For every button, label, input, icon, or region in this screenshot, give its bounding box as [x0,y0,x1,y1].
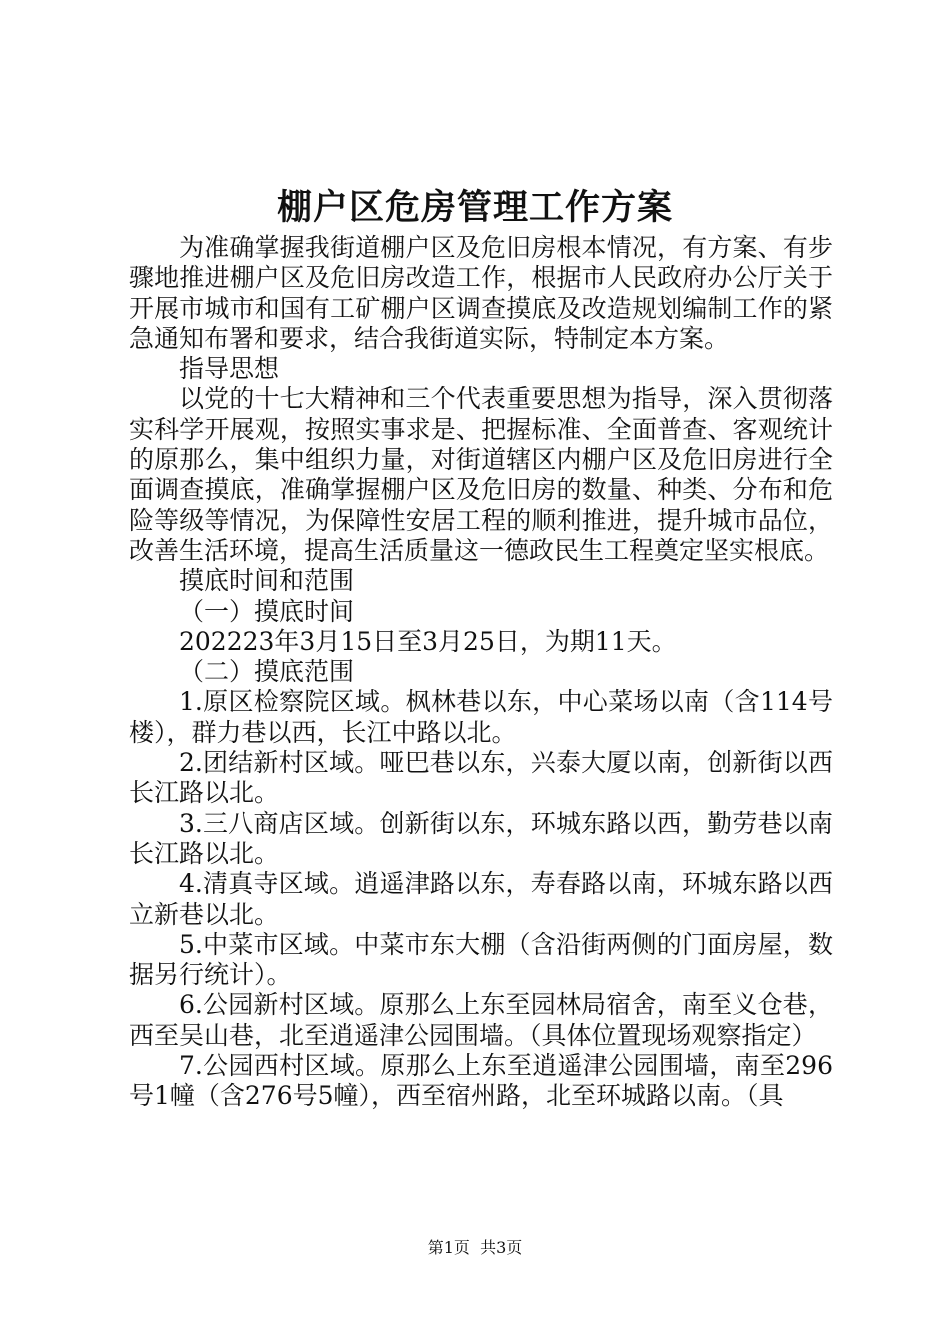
paragraph-guiding-idea: 以党的十七大精神和三个代表重要思想为指导，深入贯彻落实科学开展观，按照实事求是、把握标准、全面普查、客观统计的原那么，集中组织力量，对街道辖区内棚户区及危旧房进行全面调查摸底，准确掌握棚户区及危旧房的数量、种类、分布和危险等级等情况，为保障性安居工程的顺利推进，提升城市品位，改善生活环境，提高生活质量这一德政民生工程奠定坚实根底。 [129,384,833,565]
scope-item-6: 6.公园新村区域。原那么上东至园林局宿舍，南至义仓巷，西至吴山巷，北至逍遥津公园围墙。（具体位置现场观察指定） [129,990,833,1050]
scope-item-1: 1.原区检察院区域。枫林巷以东，中心菜场以南（含114号楼），群力巷以西，长江中路以北。 [129,687,833,747]
subheading-survey-scope: （二）摸底范围 [179,657,355,687]
scope-item-4: 4.清真寺区域。逍遥津路以东，寿春路以南，环城东路以西立新巷以北。 [129,869,833,929]
scope-item-5: 5.中菜市区域。中菜市东大棚（含沿街两侧的门面房屋，数据另行统计）。 [129,929,833,990]
scope-item-7: 7.公园西村区域。原那么上东至逍遥津公园围墙，南至296号1幢（含276号5幢），西至宿州路，北至环城路以南。（具 [129,1051,833,1111]
scope-item-3: 3.三八商店区域。创新街以东，环城东路以西，勤劳巷以南长江路以北。 [129,808,833,868]
heading-time-and-scope: 摸底时间和范围 [179,566,355,596]
page-total: 共3页 [480,1238,523,1257]
heading-guiding-idea: 指导思想 [179,354,280,384]
page-number: 第1页 [427,1238,470,1257]
document-title: 棚户区危房管理工作方案 [276,187,673,228]
paragraph-intro: 为准确掌握我街道棚户区及危旧房根本情况，有方案、有步骤地推进棚户区及危旧房改造工作，根据市人民政府办公厅关于开展市城市和国有工矿棚户区调查摸底及改造规划编制工作的紧急通知布署和要求，结合我街道实际，特制定本方案。 [129,233,833,353]
page-footer [0,1238,950,1258]
scope-item-2: 2.团结新村区域。哑巴巷以东，兴泰大厦以南，创新街以西长江路以北。 [129,748,833,808]
document-body [129,233,833,1112]
paragraph-survey-dates: 202223年3月15日至3月25日，为期11天。 [179,626,677,656]
subheading-survey-time: （一）摸底时间 [179,596,355,626]
